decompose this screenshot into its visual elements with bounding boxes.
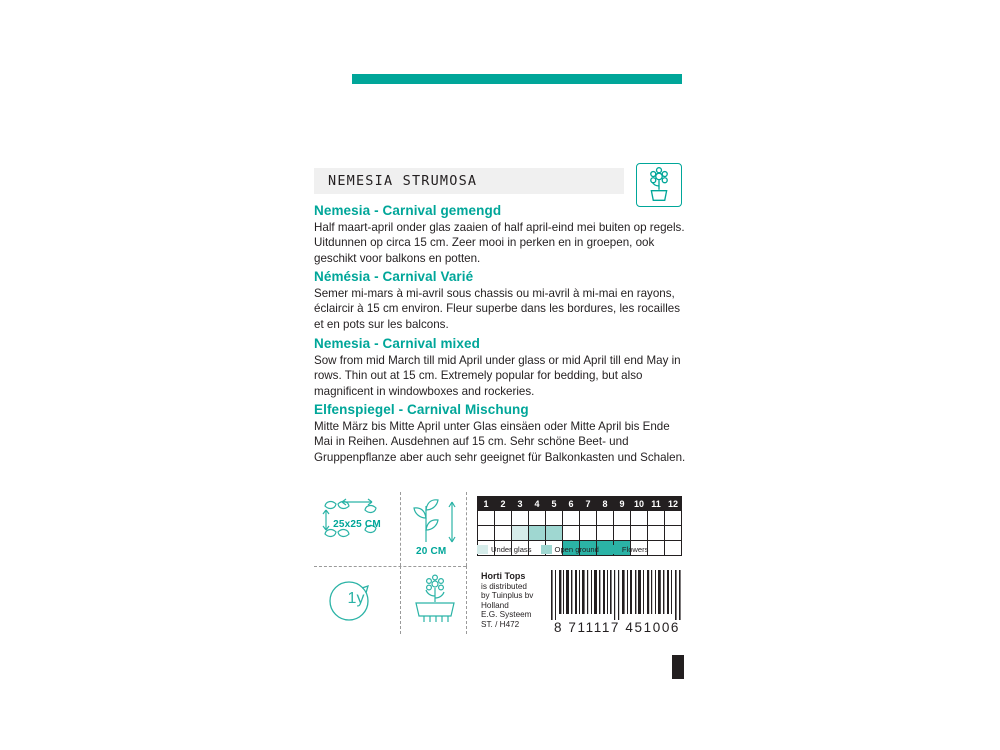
- description-heading-en: Nemesia - Carnival mixed: [314, 336, 480, 351]
- month-header: 11: [648, 497, 665, 511]
- month-header: 3: [512, 497, 529, 511]
- month-header: 5: [546, 497, 563, 511]
- legend-item-flowers: [608, 545, 649, 554]
- month-header: 7: [580, 497, 597, 511]
- legend-item-open-ground: [541, 545, 599, 554]
- page-title: NEMESIA STRUMOSA: [328, 173, 478, 189]
- plant-height-icon: [404, 496, 464, 550]
- month-header: 8: [597, 497, 614, 511]
- legend-swatch-icon: [477, 545, 488, 554]
- lifecycle-icon-cell: [318, 572, 398, 632]
- brand-name: Horti Tops: [481, 571, 526, 581]
- brand-line: by Tuinplus bv: [481, 591, 534, 601]
- divider-vertical-1: [400, 492, 401, 566]
- calendar-row: [478, 526, 682, 541]
- spacing-label: 25x25 CM: [333, 519, 381, 530]
- legend-swatch-icon: [541, 545, 552, 554]
- barcode-image: [547, 570, 687, 620]
- description-heading-nl: Nemesia - Carnival gemengd: [314, 203, 502, 218]
- calendar-header-row: [478, 497, 682, 511]
- barcode-number: 8 711117 451006: [553, 620, 681, 635]
- calendar-row: [478, 511, 682, 526]
- brand-line: is distributed: [481, 581, 527, 591]
- height-icon-cell: [404, 496, 464, 562]
- legend-swatch-icon: [608, 545, 619, 554]
- month-header: 9: [614, 497, 631, 511]
- sow-tray-icon-cell: [404, 572, 464, 632]
- month-header: 10: [631, 497, 648, 511]
- month-header: 12: [665, 497, 682, 511]
- description-heading-de: Elfenspiegel - Carnival Mischung: [314, 402, 529, 417]
- top-accent-bar: [352, 74, 682, 84]
- legend-label: Open ground: [554, 545, 599, 554]
- divider-horizontal-1: [314, 566, 466, 567]
- description-body-de: Mitte März bis Mitte April unter Glas einsäen oder Mitte April bis Ende Mai in Reihen. Ausdehnen auf 15 cm. Sehr schöne Beet- und Gruppenpflanze aber auch sehr geeignet für Balkonkasten und Schalen.: [314, 420, 686, 464]
- description-block-en: [314, 336, 686, 399]
- description-block-de: [314, 402, 686, 465]
- lifecycle-label: 1y: [347, 590, 365, 607]
- divider-vertical-4: [466, 566, 467, 634]
- divider-vertical-3: [400, 566, 401, 634]
- month-header: 2: [495, 497, 512, 511]
- plant-tray-icon: [404, 572, 466, 630]
- month-header: 6: [563, 497, 580, 511]
- print-registration-mark: [672, 655, 684, 679]
- flower-pot-icon: [636, 163, 682, 207]
- brand-block: [481, 572, 533, 630]
- height-label: 20 CM: [416, 546, 447, 557]
- spacing-icon-cell: [316, 496, 398, 562]
- calendar-legend: [477, 545, 693, 554]
- description-body-nl: Half maart-april onder glas zaaien of half april-eind mei buiten op regels. Uitdunnen op circa 15 cm. Zeer mooi in perken en in groepen, ook geschikt voor balkons en potten.: [314, 221, 685, 265]
- description-body-en: Sow from mid March till mid April under glass or mid April till end May in rows. Thin out at 15 cm. Extremely popular for bedding, but also magnificent in windowboxes and rockeries.: [314, 354, 681, 398]
- legend-label: Flowers: [621, 545, 649, 554]
- legend-label: Under glass: [491, 545, 532, 554]
- month-header: 4: [529, 497, 546, 511]
- description-block-nl: [314, 203, 686, 266]
- latin-name-box: [314, 168, 624, 194]
- description-body-fr: Semer mi-mars à mi-avril sous chassis ou mi-avril à mi-mai en rayons, éclaircir à 15 cm environ. Fleur superbe dans les bordures, les rocailles et en pots sur les balcons.: [314, 287, 681, 331]
- description-heading-fr: Némésia - Carnival Varié: [314, 269, 474, 284]
- title-row: [314, 168, 682, 194]
- description-block-fr: [314, 269, 686, 332]
- brand-line: ST. / H472: [481, 619, 520, 629]
- month-header: 1: [478, 497, 495, 511]
- legend-item-under-glass: [477, 545, 532, 554]
- brand-line: Holland: [481, 600, 509, 610]
- brand-line: E.G. Systeem: [481, 610, 532, 620]
